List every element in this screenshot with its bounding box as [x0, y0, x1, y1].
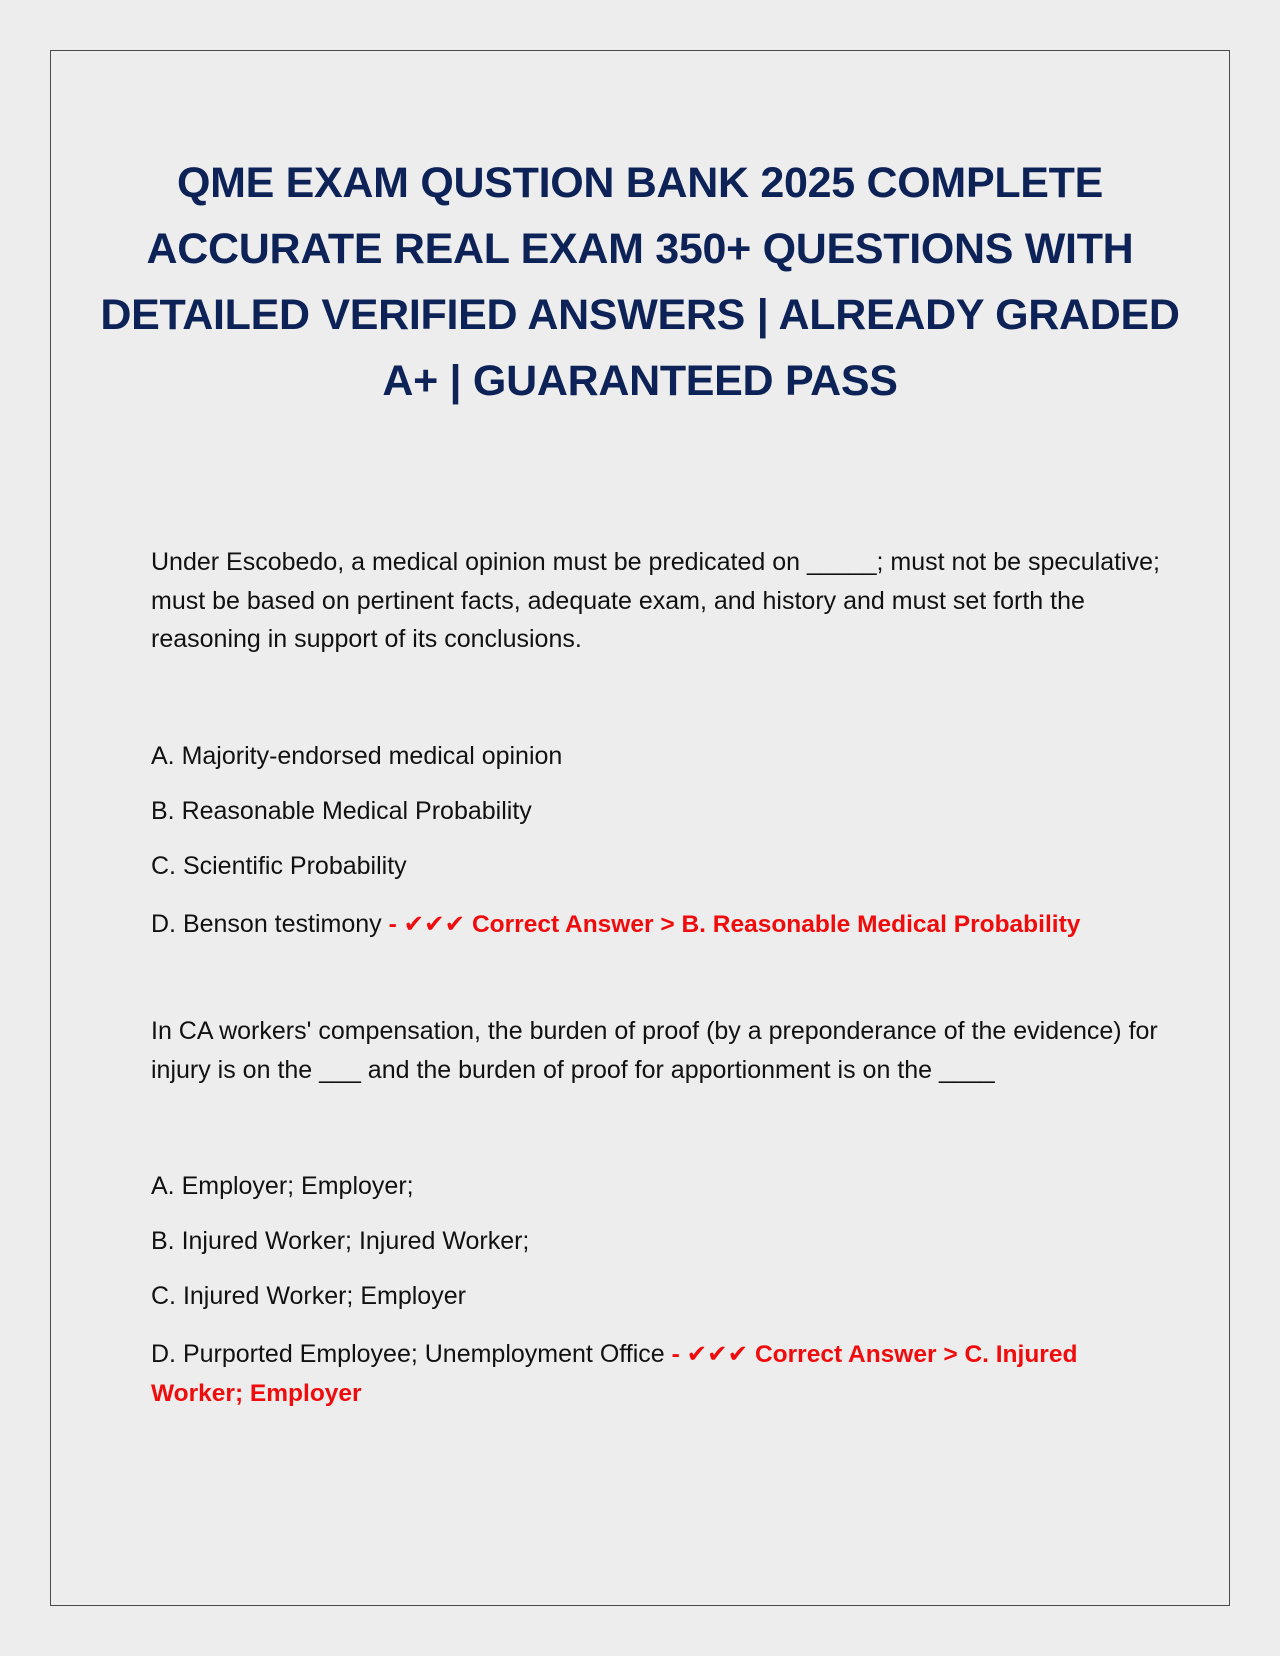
question-text: In CA workers' compensation, the burden of proof (by a preponderance of the evidence) for injury is on the ___ and the burden of proof for apportionment is on the ____: [151, 1017, 1158, 1084]
question-text: Under Escobedo, a medical opinion must be predicated on _____; must not be speculative; must be based on pertinent facts, adequate exam, and history and must set forth the reasoning in support of its conclusions.: [151, 548, 1160, 653]
option-b: B. Injured Worker; Injured Worker;: [151, 1227, 530, 1255]
option-a: A. Employer; Employer;: [151, 1172, 414, 1200]
option-b: B. Reasonable Medical Probability: [151, 796, 532, 825]
correct-answer: - ✔✔✔ Correct Answer > C. Injured Worker; Employer: [151, 1341, 1078, 1407]
document-title: QME EXAM QUSTION BANK 2025 COMPLETE ACCURATE REAL EXAM 350+ QUESTIONS WITH DETAILED VERIFIED ANSWERS | ALREADY GRADED A+ | GUARANTEED PASS: [100, 159, 1180, 405]
option-a: A. Majority-endorsed medical opinion: [151, 741, 563, 770]
option-d: D. Benson testimony: [151, 909, 382, 938]
correct-answer: - ✔✔✔ Correct Answer > B. Reasonable Medical Probability: [388, 910, 1081, 938]
option-d-with-answer: [151, 1335, 1161, 1413]
option-d: D. Purported Employee; Unemployment Office: [151, 1340, 665, 1368]
question-block: [151, 543, 1161, 944]
question-block: [151, 1012, 1161, 1413]
option-d-with-answer: [151, 905, 1161, 944]
option-c: C. Scientific Probability: [151, 851, 407, 880]
option-c: C. Injured Worker; Employer: [151, 1282, 466, 1310]
